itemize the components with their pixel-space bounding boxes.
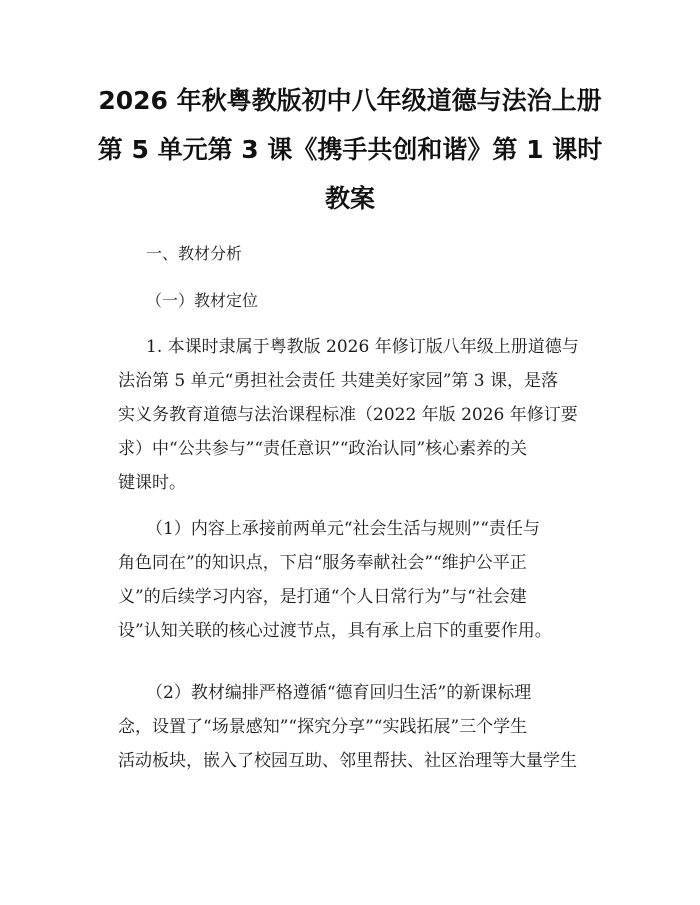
paragraph-line: （1）内容上承接前两单元“社会生活与规则”“责任与 (146, 519, 540, 539)
paragraph-line: 求）中“公共参与”“责任意识”“政治认同”核心素养的关 (118, 439, 528, 459)
paragraph-line: 念，设置了“场景感知”“探究分享”“实践拓展”三个学生 (118, 717, 528, 737)
paragraph-3 (118, 676, 598, 778)
paragraph-1 (118, 330, 598, 500)
paragraph-line: 设”认知关联的核心过渡节点，具有承上启下的重要作用。 (118, 621, 552, 641)
paragraph-line: 法治第 5 单元“勇担社会责任 共建美好家园”第 3 课，是落 (118, 371, 559, 391)
paragraph-line: （2）教材编排严格遵循“德育回归生活”的新课标理 (146, 683, 532, 703)
subsection-heading: （一）教材定位 (146, 291, 259, 310)
document-title-line-3: 教案 (324, 184, 375, 213)
document-title-line-1: 2026 年秋粤教版初中八年级道德与法治上册 (98, 86, 602, 115)
section-heading: 一、教材分析 (146, 244, 243, 263)
document-title-line-2: 第 5 单元第 3 课《携手共创和谐》第 1 课时 (97, 135, 603, 164)
paragraph-line: 1. 本课时隶属于粤教版 2026 年修订版八年级上册道德与 (146, 337, 579, 357)
paragraph-line: 实义务教育道德与法治课程标准（2022 年版 2026 年修订要 (118, 405, 578, 425)
paragraph-2 (118, 512, 598, 648)
paragraph-line: 键课时。 (118, 473, 186, 493)
paragraph-line: 角色同在”的知识点，下启“服务奉献社会”“维护公平正 (118, 553, 527, 573)
paragraph-line: 活动板块，嵌入了校园互助、邻里帮扶、社区治理等大量学生 (118, 751, 577, 771)
paragraph-line: 义”的后续学习内容，是打通“个人日常行为”与“社会建 (118, 587, 527, 607)
